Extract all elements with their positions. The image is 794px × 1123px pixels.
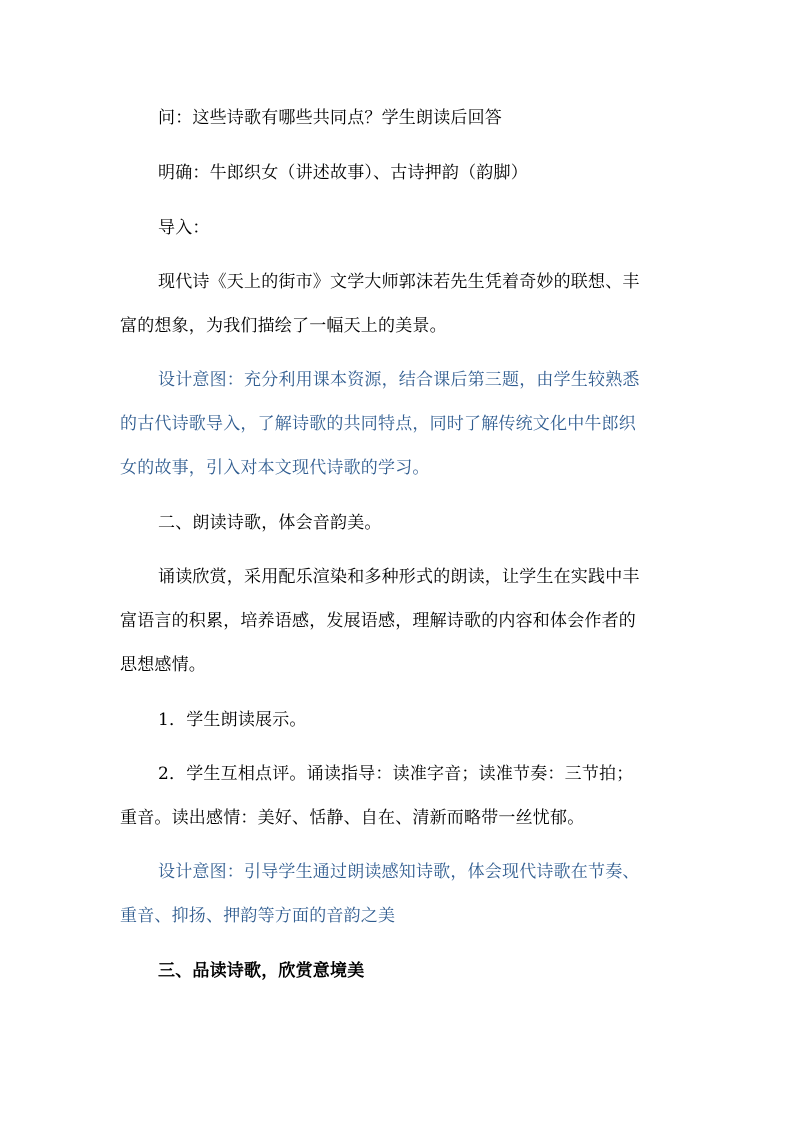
recite-paragraph-line-1: 诵读欣赏，采用配乐渲染和多种形式的朗读，让学生在实践中丰 (158, 567, 640, 587)
design-intent-1-line-3: 女的故事，引入对本文现代诗歌的学习。 (120, 458, 430, 478)
section-2-heading: 二、朗读诗歌，体会音韵美。 (158, 513, 382, 533)
intro-paragraph-line-2: 富的想象，为我们描绘了一幅天上的美景。 (120, 316, 447, 336)
clarify-text: 明确：牛郎织女（讲述故事）、古诗押韵（韵脚） (158, 163, 528, 183)
recite-paragraph-line-2: 富语言的积累，培养语感，发展语感，理解诗歌的内容和体会作者的 (120, 611, 636, 631)
intro-paragraph-line-1: 现代诗《天上的街市》文学大师郭沫若先生凭着奇妙的联想、丰 (158, 272, 640, 292)
question-text: 问：这些诗歌有哪些共同点？学生朗读后回答 (158, 108, 502, 128)
design-intent-2-line-1: 设计意图：引导学生通过朗读感知诗歌，体会现代诗歌在节奏、 (158, 862, 640, 882)
design-intent-2-line-2: 重音、抑扬、押韵等方面的音韵之美 (120, 906, 396, 926)
recite-paragraph-line-3: 思想感情。 (120, 655, 206, 675)
design-intent-1-line-1: 设计意图：充分利用课本资源，结合课后第三题，由学生较熟悉 (158, 370, 640, 390)
intro-heading: 导入： (158, 218, 210, 238)
step-1-text: 1．学生朗读展示。 (158, 710, 307, 730)
step-2-line-1: 2．学生互相点评。诵读指导：读准字音；读准节奏：三节拍； (158, 764, 634, 784)
step-2-line-2: 重音。读出感情：美好、恬静、自在、清新而略带一丝忧郁。 (120, 808, 585, 828)
design-intent-1-line-2: 的古代诗歌导入，了解诗歌的共同特点，同时了解传统文化中牛郎织 (120, 414, 636, 434)
section-3-heading: 三、品读诗歌，欣赏意境美 (158, 961, 365, 981)
